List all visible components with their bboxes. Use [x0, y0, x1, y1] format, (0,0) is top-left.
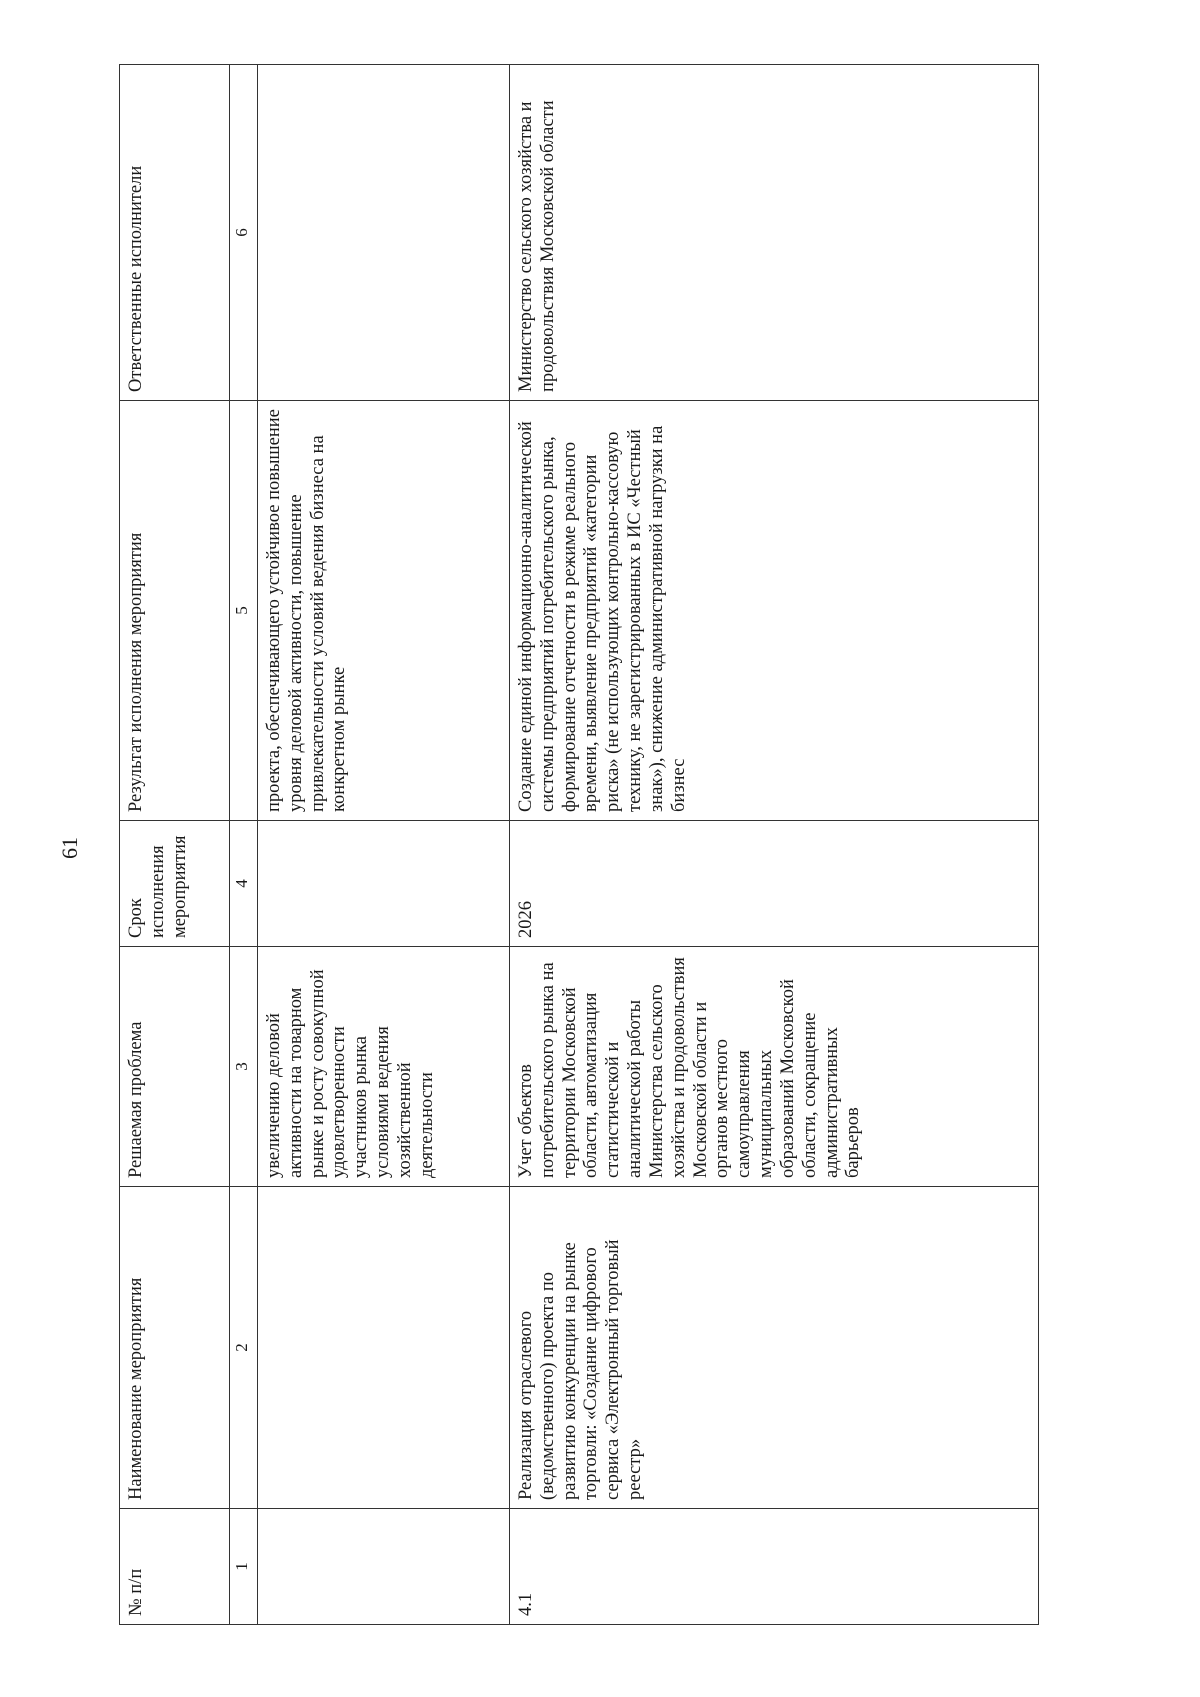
header-executors: Ответственные исполнители: [120, 65, 230, 401]
header-name: Наименование мероприятия: [120, 1187, 230, 1509]
result-text: проекта, обеспечивающего устойчивое повышение уровня деловой активности, повышение привлекательности условий ведения бизнеса на конкретном рынке: [258, 401, 510, 821]
row-number: [258, 1509, 510, 1625]
row-number: 4.1: [510, 1509, 1039, 1625]
column-number: 2: [230, 1187, 258, 1509]
column-number: 6: [230, 65, 258, 401]
executors-text: [258, 65, 510, 401]
term-text: 2026: [510, 821, 1039, 947]
header-term: Срок исполнения мероприятия: [120, 821, 230, 947]
problem-text: Учет объектов потребительского рынка на территории Московской области, автоматизация статистической и аналитической работы Министерства сельского хозяйства и продовольствия Московской области и органов местного самоуправления муниципальных образований Московской области, сокращение административных барьеров: [510, 947, 1039, 1187]
page-number: 61: [57, 837, 82, 859]
column-number: 5: [230, 401, 258, 821]
header-num: № п/п: [120, 1509, 230, 1625]
column-number: 4: [230, 821, 258, 947]
measure-name: [258, 1187, 510, 1509]
header-result: Результат исполнения мероприятия: [120, 401, 230, 821]
table-row: [510, 65, 1039, 1625]
column-number-row: [230, 65, 258, 1625]
term-text: [258, 821, 510, 947]
result-text: Создание единой информационно-аналитической системы предприятий потребительского рынка, формирование отчетности в режиме реального времени, выявление предприятий «категории риска» (не использующих контрольно-кассовую технику, не зарегистрированных в ИС «Честный знак»), снижение административной нагрузки на бизнес: [510, 401, 1039, 821]
measures-table: [119, 64, 1039, 1625]
executors-text: Министерство сельского хозяйства и продовольствия Московской области: [510, 65, 1039, 401]
column-number: 3: [230, 947, 258, 1187]
measure-name: Реализация отраслевого (ведомственного) проекта по развитию конкуренции на рынке торговли: «Создание цифрового сервиса «Электронный торговый реестр»: [510, 1187, 1039, 1509]
column-number: 1: [230, 1509, 258, 1625]
table-row: [258, 65, 510, 1625]
rotated-sheet: [119, 65, 1039, 1625]
header-problem: Решаемая проблема: [120, 947, 230, 1187]
problem-text: увеличению деловой активности на товарном рынке и росту совокупной удовлетворенности участников рынка условиями ведения хозяйственной деятельности: [258, 947, 510, 1187]
header-row: [120, 65, 230, 1625]
